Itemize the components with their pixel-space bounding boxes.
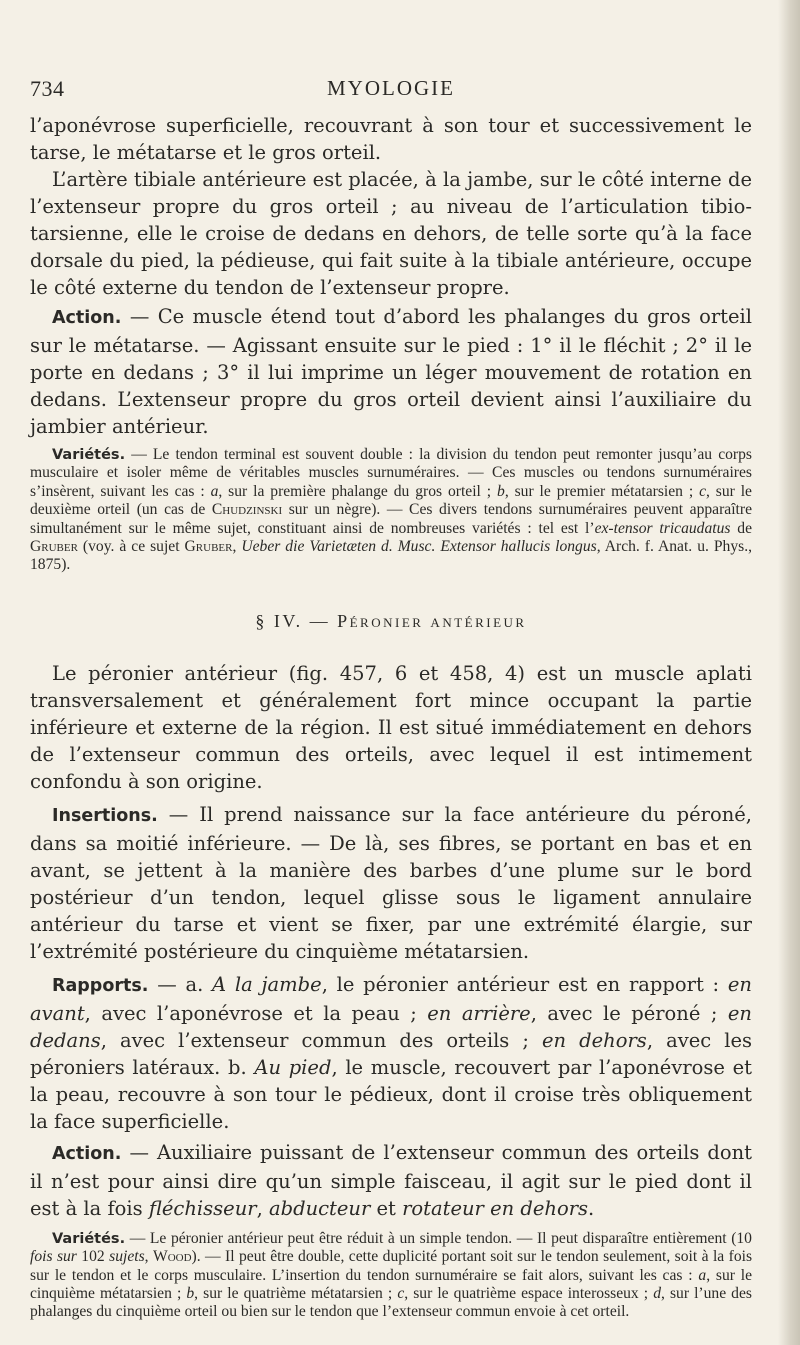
- author-name: Gruber: [184, 538, 233, 556]
- paragraph-artery: L’artère tibiale antérieure est placée, à la jambe, sur le côté interne de l’extenseur propre du gros orteil ; au niveau de l’articulation tibio-tarsienne, elle le croise de dedans en dehors, de telle sorte qu’à la face dorsale du pied, la pédieuse, qui fait suite à la tibiale antérieure, occupe le côté externe du tendon de l’extenseur propre.: [30, 168, 752, 299]
- paragraph-action-peronier: Action. — Auxiliaire puissant de l’extenseur commun des orteils dont il n’est pour ainsi dire qu’un simple faisceau, il agit sur le pied dont il est à la fois fléchisseur, abducteur et rotateur en dehors.: [30, 1140, 753, 1220]
- section-heading: § IV. — Péronier antérieur: [255, 610, 527, 631]
- paragraph-rapports: Rapports. — a. A la jambe, le péronier antérieur est en rapport : en avant, avec l’aponévrose et la peau ; en arrière, avec le péroné ; en dedans, avec l’extenseur commun des orteils ; en dehors, avec les péroniers latéraux. b. Au pied, le muscle, recouvert par l’aponévrose et la peau, recouvre à son tour le pédieux, dont il croise très obliquement la face superficielle.: [30, 972, 753, 1133]
- page-number: 734: [30, 76, 65, 101]
- runin-heading: Insertions.: [52, 805, 158, 826]
- runin-heading: Variétés.: [52, 447, 126, 463]
- note-varietes-peronier: Variétés. — Le péronier antérieur peut être réduit à un simple tendon. — Il peut disparaître entièrement (10 fois sur 102 sujets, Wood). — Il peut être double, cette duplicité portant soit sur le tendon seulement, soit à la fois sur le tendon et le corps musculaire. L’insertion du tendon surnuméraire se fait alors, suivant les cas : a, sur le cinquième métatarsien ; b, sur le quatrième métatarsien ; c, sur le quatrième espace interosseux ; d, sur l’une des phalanges du cinquième orteil ou bien sur le tendon que l’extenseur commun envoie à cet orteil.: [30, 1229, 753, 1321]
- paragraph-continuation: l’aponévrose superficielle, recouvrant à son tour et successivement le tarse, le métatarse et le gros orteil.: [30, 114, 752, 164]
- page-body: [30, 112, 752, 1322]
- runin-heading: Variétés.: [52, 1230, 126, 1247]
- page-header: [30, 76, 752, 106]
- reference-title: Ueber die Varietæten d. Musc. Extensor hallucis longus: [241, 538, 597, 556]
- runin-heading: Action.: [52, 1143, 122, 1164]
- page-edge-shadow: [778, 0, 800, 1345]
- author-name: Chudzinski: [211, 501, 283, 519]
- note-varietes-extensor: Variétés. — Le tendon terminal est souvent double : la division du tendon peut remonter jusqu’au corps musculaire et isoler même de véritables muscles surnuméraires. — Ces muscles ou tendons surnuméraires s’insèrent, suivant les cas : a, sur la première phalange du gros orteil ; b, sur le premier métatarsien ; c, sur le deuxième orteil (un cas de Chudzinski sur un nègre). — Ces divers tendons surnuméraires peuvent apparaître simultanément sur le même sujet, constituant ainsi de nombreuses variétés : tel est l’ex-tensor tricaudatus de Gruber (voy. à ce sujet Gruber, Ueber die Varietæten d. Musc. Extensor hallucis longus, Arch. f. Anat. u. Phys., 1875).: [30, 446, 753, 574]
- runin-heading: Rapports.: [52, 975, 149, 996]
- paragraph-action-extensor: Action. — Ce muscle étend tout d’abord les phalanges du gros orteil sur le métatarse. — Agissant ensuite sur le pied : 1° il le fléchit ; 2° il le porte en dedans ; 3° il lui imprime un léger mouvement de rotation en dedans. L’extenseur propre du gros orteil devient ainsi l’auxiliaire du jambier antérieur.: [30, 305, 752, 438]
- runin-heading: Action.: [52, 308, 122, 328]
- author-name: Wood: [152, 1248, 192, 1266]
- paragraph-insertions: Insertions. — Il prend naissance sur la face antérieure du péroné, dans sa moitié inférieure. — De là, ses fibres, se portant en bas et en avant, se jettent à la manière des barbes d’une plume sur le bord postérieur d’un tendon, lequel glisse sous le ligament annulaire antérieur du tarse et vient se fixer, par une extrémité élargie, sur l’extrémité postérieure du cinquième métatarsien.: [30, 802, 753, 963]
- author-name: Gruber: [30, 538, 78, 556]
- paragraph-peronier-intro: Le péronier antérieur (fig. 457, 6 et 458, 4) est un muscle aplati transversalement et généralement fort mince occupant la partie inférieure et externe de la région. Il est situé immédiatement en dehors de l’extenseur commun des orteils, avec lequel il est intimement confondu à son origine.: [30, 661, 752, 793]
- running-title: MYOLOGIE: [327, 76, 455, 100]
